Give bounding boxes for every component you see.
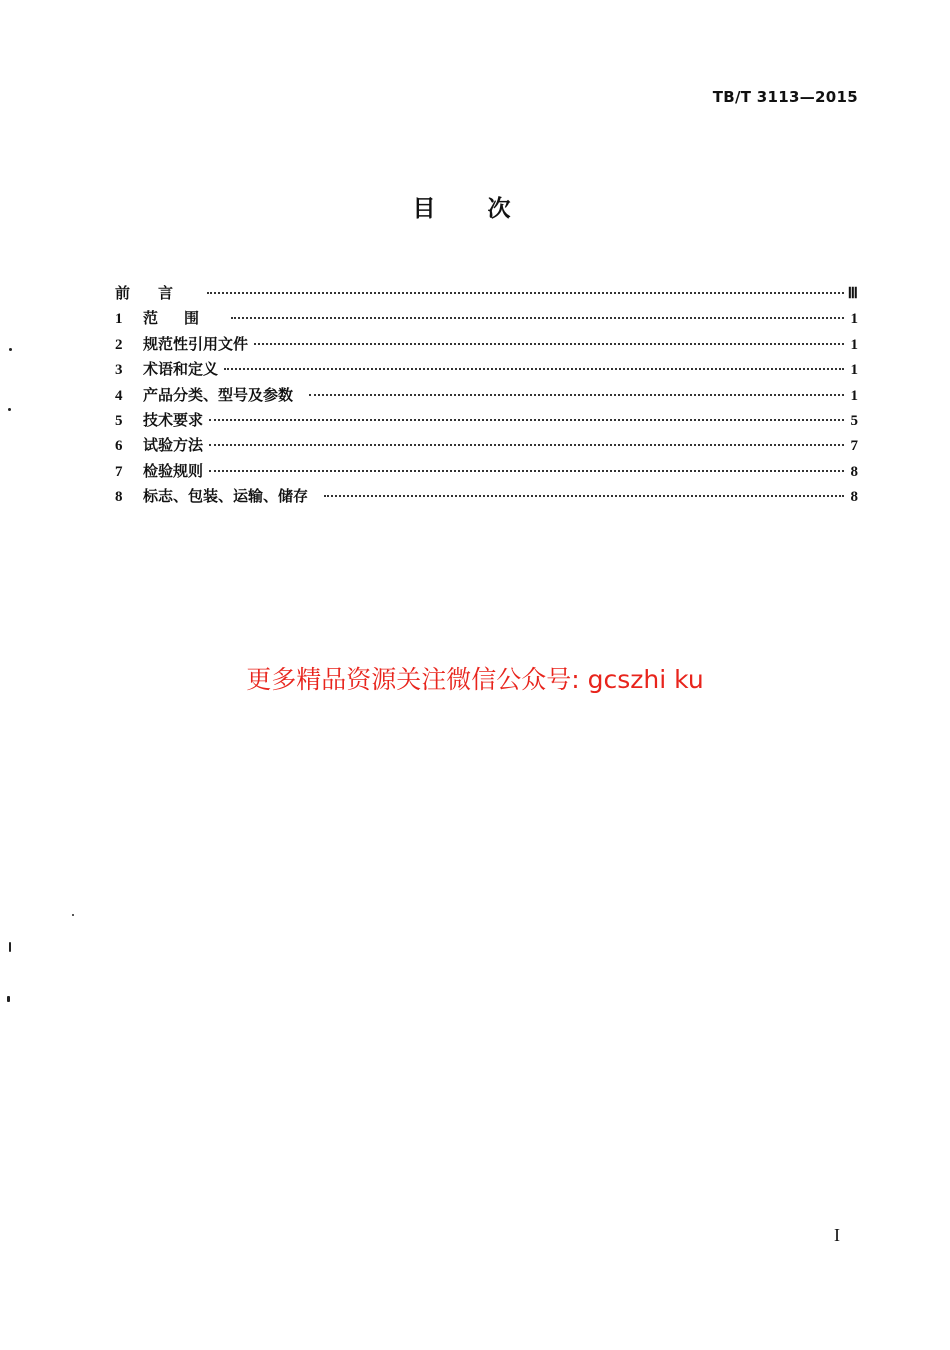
toc-entry-page: 1 [850, 311, 858, 328]
toc-entry-technical-requirements[interactable] [115, 409, 858, 434]
toc-entry-page: 1 [850, 362, 858, 379]
toc-leader-dots [231, 316, 844, 319]
toc-leader-dots [254, 342, 844, 345]
toc-entry-page: Ⅲ [847, 286, 858, 302]
scan-speck [9, 348, 12, 351]
toc-entry-page: 1 [850, 387, 858, 404]
toc-leader-dots [324, 494, 844, 497]
toc-leader-dots [207, 291, 844, 294]
toc-entry-normative-references[interactable] [115, 333, 858, 358]
toc-entry-test-methods[interactable] [115, 434, 858, 459]
toc-entry-number: 2 [115, 336, 123, 353]
standard-code: TB/T 3113—2015 [712, 88, 858, 106]
toc-entry-label: 规范性引用文件 [143, 334, 249, 353]
toc-entry-number: 6 [115, 438, 123, 455]
toc-leader-dots [209, 418, 844, 421]
toc-entry-label: 范围 [143, 309, 226, 328]
toc-leader-dots [309, 393, 844, 396]
table-of-contents [115, 282, 858, 511]
toc-entry-label: 试验方法 [143, 436, 204, 455]
toc-entry-terms-definitions[interactable] [115, 358, 858, 383]
toc-entry-page: 8 [850, 463, 858, 480]
toc-entry-number: 7 [115, 463, 123, 480]
toc-entry-label: 标志、包装、运输、储存 [143, 487, 309, 506]
toc-leader-dots [209, 469, 844, 472]
toc-entry-label: 技术要求 [143, 410, 204, 429]
toc-entry-number: 8 [115, 489, 123, 506]
scan-speck [72, 914, 74, 916]
toc-entry-number: 4 [115, 387, 123, 404]
watermark-text: 更多精品资源关注微信公众号: gcszhi ku [246, 665, 704, 694]
toc-entry-page: 8 [850, 489, 858, 506]
toc-entry-label: 检验规则 [143, 461, 204, 480]
toc-leader-dots [224, 367, 844, 370]
toc-title: 目次 [412, 196, 563, 222]
toc-entry-label: 术语和定义 [143, 360, 219, 379]
toc-entry-number: 5 [115, 412, 123, 429]
toc-entry-page: 1 [850, 336, 858, 353]
toc-entry-scope[interactable] [115, 307, 858, 332]
scan-speck [9, 942, 11, 952]
toc-entry-classification[interactable] [115, 384, 858, 409]
toc-leader-dots [209, 443, 844, 446]
toc-entry-label: 产品分类、型号及参数 [143, 385, 294, 404]
toc-entry-number: 1 [115, 311, 123, 328]
toc-entry-number: 3 [115, 362, 123, 379]
page-number: I [834, 1225, 840, 1245]
toc-entry-page: 7 [850, 438, 858, 455]
toc-entry-label: 前言 [115, 284, 202, 302]
toc-entry-preface[interactable] [115, 282, 858, 307]
toc-entry-inspection-rules[interactable] [115, 460, 858, 485]
toc-entry-page: 5 [850, 412, 858, 429]
scan-speck [8, 408, 11, 411]
scan-speck [7, 996, 10, 1002]
toc-entry-marking-packaging[interactable] [115, 485, 858, 510]
